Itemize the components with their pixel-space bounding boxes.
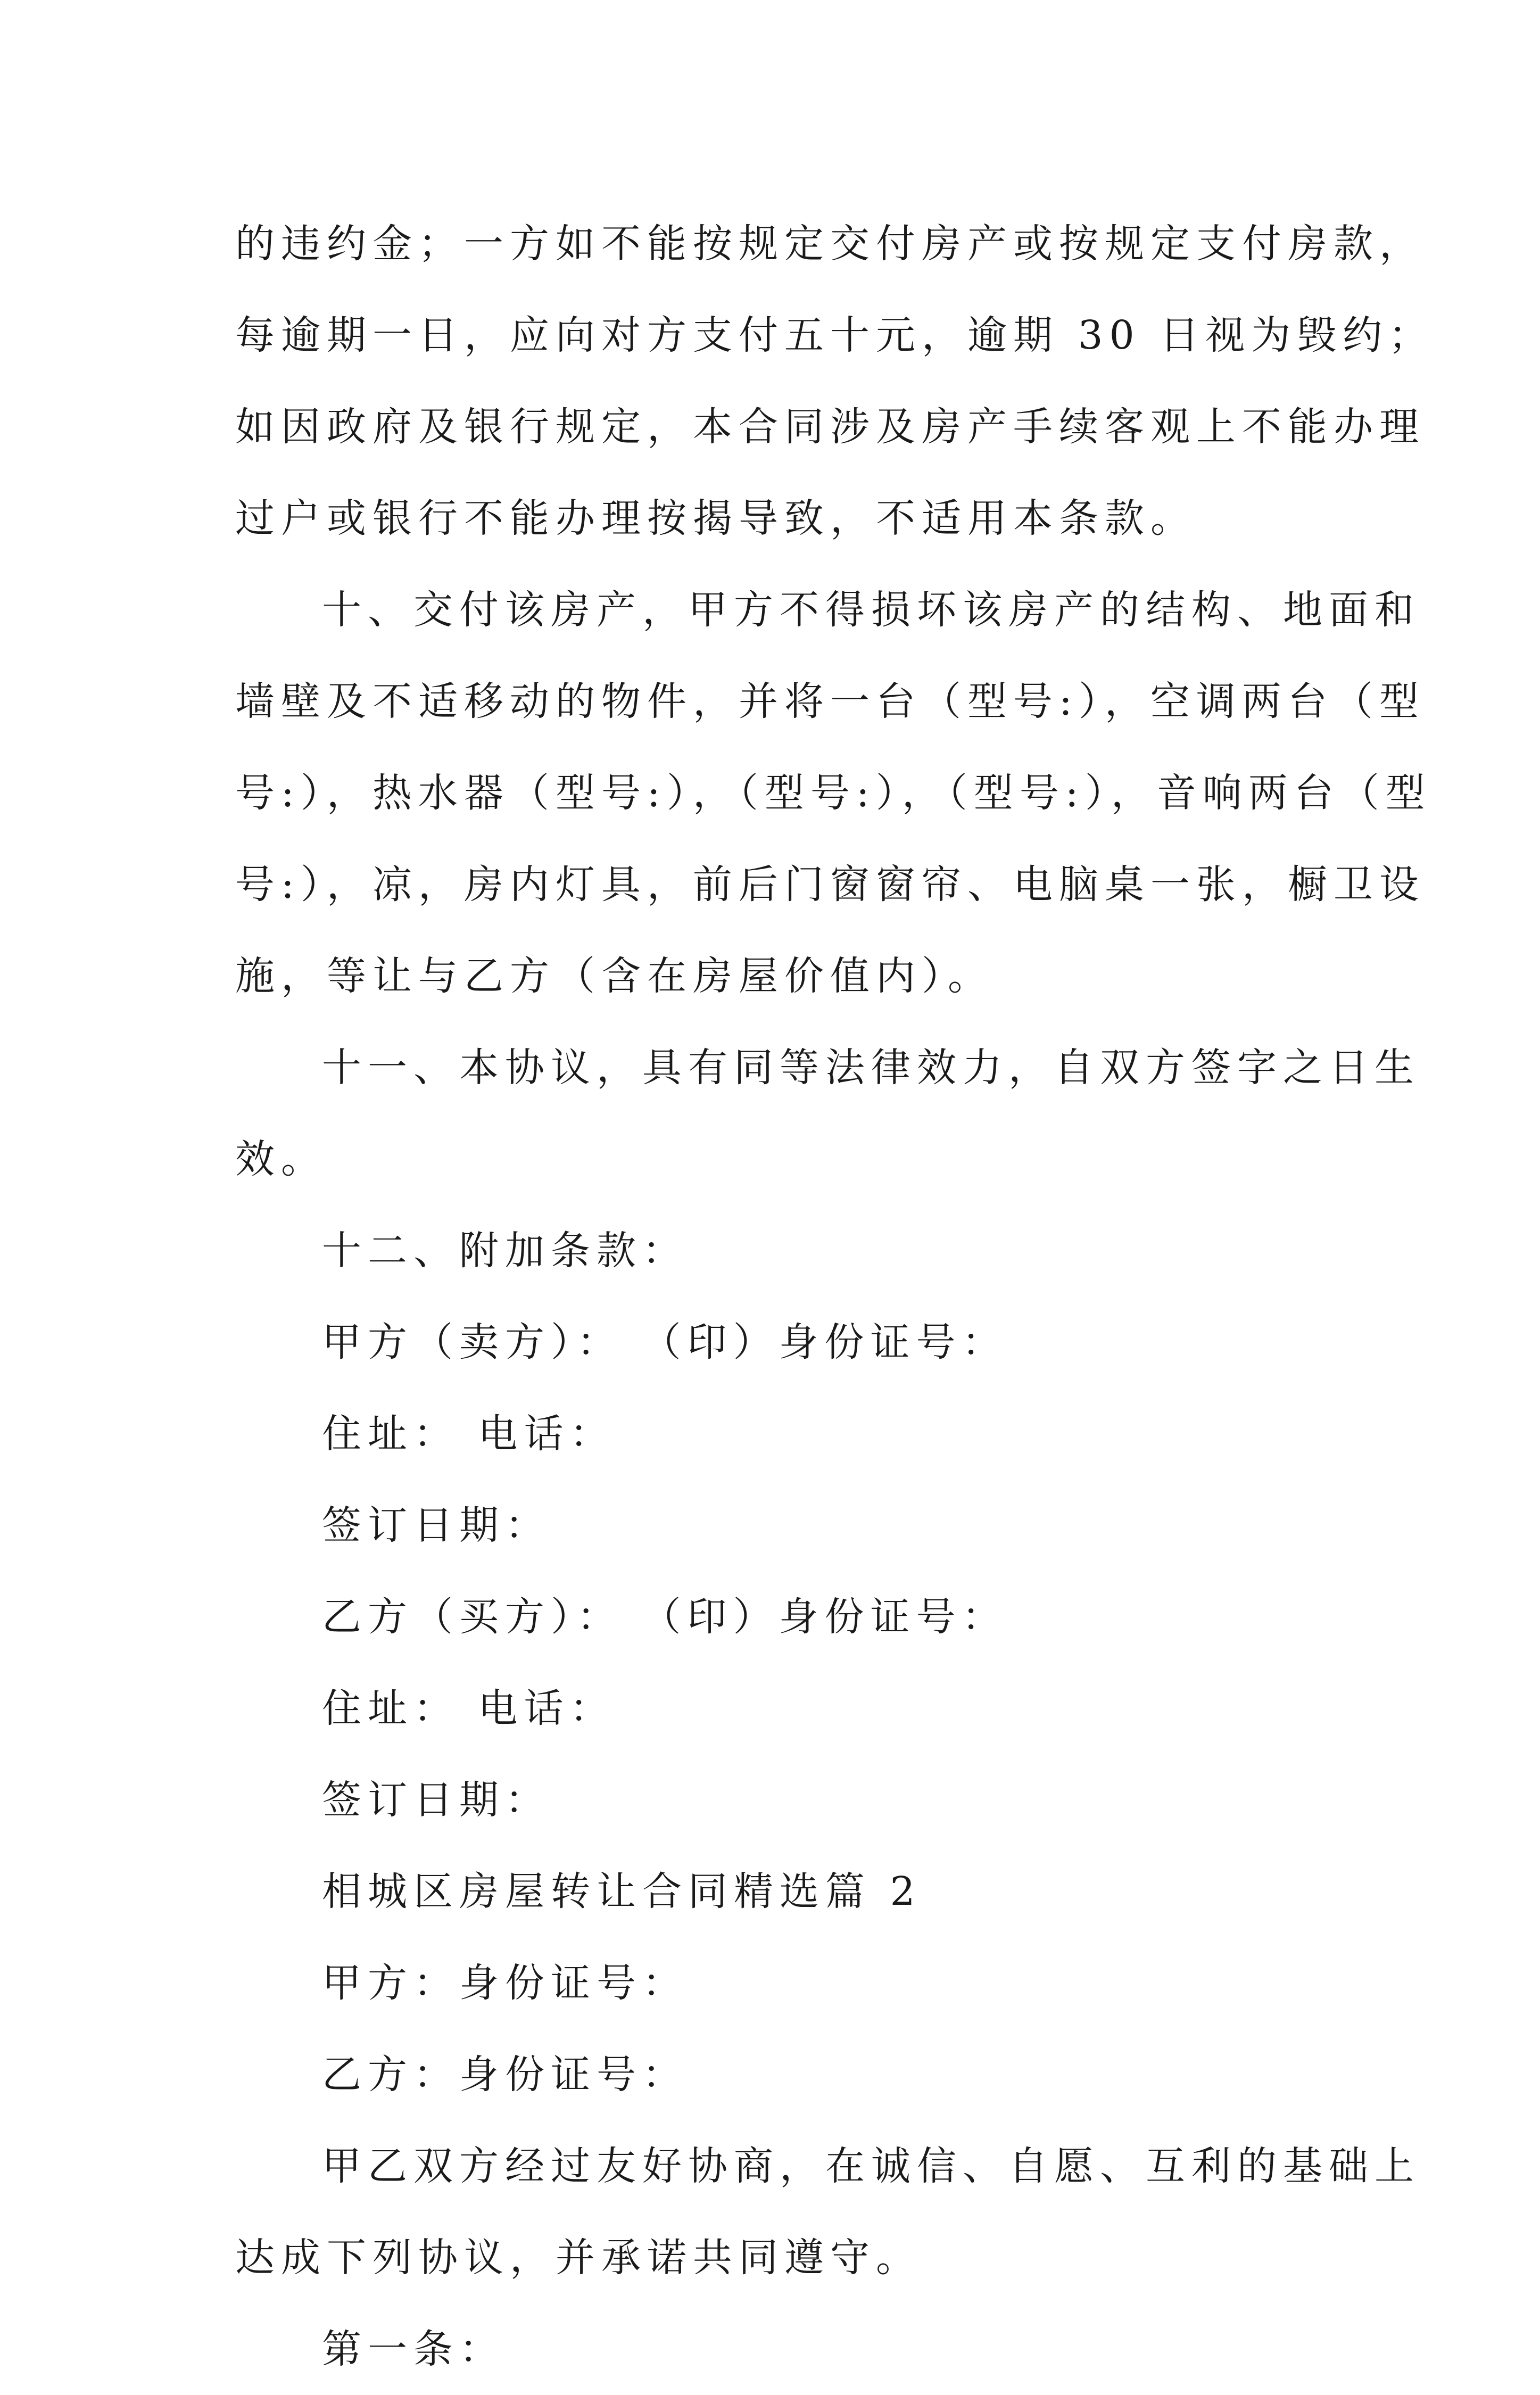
party-a-address-line: 住址： 电话： — [322, 1411, 616, 1457]
paragraph-line: 的违约金；一方如不能按规定交付房产或按规定支付房款， — [235, 221, 1425, 267]
paragraph-line: 号:），凉，房内灯具，前后门窗窗帘、电脑桌一张，橱卫设 — [235, 862, 1425, 907]
paragraph-line: 施，等让与乙方（含在房屋价值内）。 — [235, 953, 993, 999]
party-a-line: 甲方（卖方）： （印）身份证号： — [322, 1319, 1008, 1365]
clause-ten-line: 十、交付该房产，甲方不得损坏该房产的结构、地面和 — [322, 587, 1420, 633]
party-b-line: 乙方（买方）： （印）身份证号： — [322, 1594, 1008, 1640]
document-body — [235, 198, 1435, 2395]
section-heading: 相城区房屋转让合同精选篇 2 — [322, 1869, 922, 1914]
party-a-id-line: 甲方：身份证号： — [322, 1960, 688, 2006]
paragraph-line: 号:），热水器（型号:），（型号:），（型号:），音响两台（型 — [235, 770, 1431, 816]
paragraph-line: 达成下列协议，并承诺共同遵守。 — [235, 2235, 922, 2281]
party-b-address-line: 住址： 电话： — [322, 1686, 616, 1731]
paragraph-line: 如因政府及银行规定，本合同涉及房产手续客观上不能办理 — [235, 404, 1425, 450]
article-one-line: 第一条： — [322, 2326, 505, 2372]
paragraph-line: 过户或银行不能办理按揭导致，不适用本条款。 — [235, 495, 1196, 541]
paragraph-line: 效。 — [235, 1136, 327, 1182]
paragraph-line: 甲乙双方经过友好协商，在诚信、自愿、互利的基础上 — [322, 2143, 1420, 2189]
clause-twelve-line: 十二、附加条款： — [322, 1228, 688, 1274]
paragraph-line: 墙壁及不适移动的物件，并将一台（型号:），空调两台（型 — [235, 679, 1425, 724]
party-a-date-line: 签订日期： — [322, 1502, 551, 1548]
party-b-date-line: 签订日期： — [322, 1777, 551, 1823]
paragraph-line: 每逾期一日，应向对方支付五十元，逾期 30 日视为毁约； — [235, 312, 1435, 358]
party-b-id-line: 乙方：身份证号： — [322, 2052, 688, 2097]
clause-eleven-line: 十一、本协议，具有同等法律效力，自双方签字之日生 — [322, 1045, 1420, 1091]
